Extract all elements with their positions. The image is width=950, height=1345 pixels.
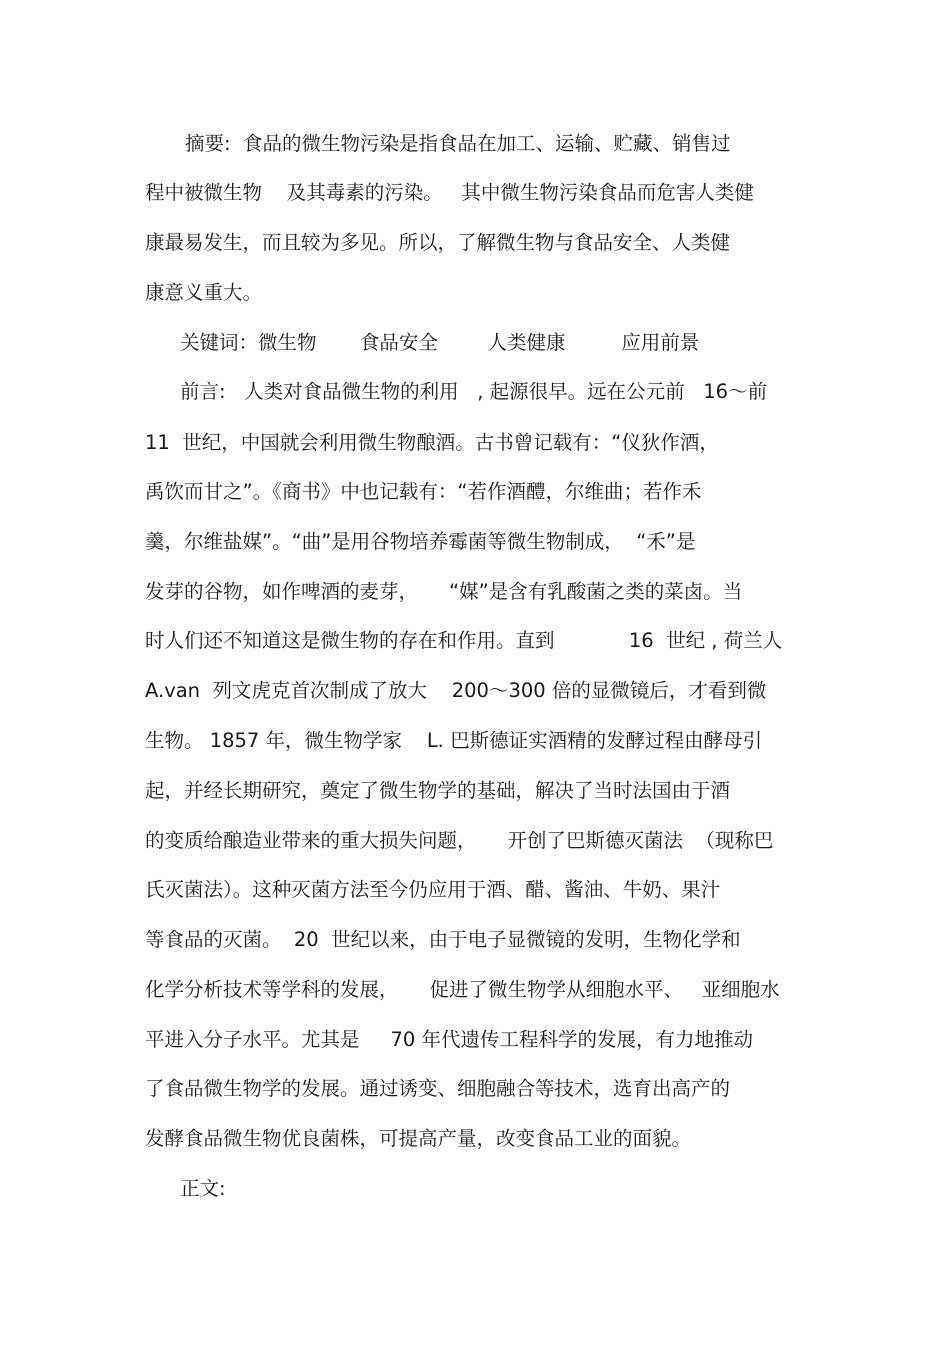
preface-line-12: 等食品的灭菌。 20 世纪以来，由于电子显微镜的发明，生物化学和 [145, 928, 741, 951]
preface-line-8: 生物。 1857 年，微生物学家 L. 巴斯德证实酒精的发酵过程由酵母引 [145, 729, 763, 752]
preface-line-4: 羹，尔维盐媒”。“曲”是用谷物培养霉菌等微生物制成， “禾”是 [145, 530, 696, 553]
preface-line-13: 化学分析技术等学科的发展， 促进了微生物学从细胞水平、 亚细胞水 [145, 978, 780, 1001]
preface-line-11: 氏灭菌法）。这种灭菌方法至今仍应用于酒、醋、酱油、牛奶、果汁 [145, 878, 721, 901]
keywords-line: 关键词：微生物 食品安全 人类健康 应用前景 [180, 331, 700, 354]
abstract-line-4: 康意义重大。 [145, 281, 263, 304]
preface-line-14: 平进入分子水平。尤其是 70 年代遗传工程科学的发展，有力地推动 [145, 1028, 754, 1051]
abstract-line-2: 程中被微生物 及其毒素的污染。 其中微生物污染食品而危害人类健 [145, 181, 754, 204]
abstract-line-3: 康最易发生，而且较为多见。所以，了解微生物与食品安全、人类健 [145, 231, 731, 254]
preface-line-5: 发芽的谷物，如作啤酒的麦芽， “媒”是含有乳酸菌之类的菜卤。当 [145, 580, 743, 603]
preface-line-9: 起，并经长期研究，奠定了微生物学的基础，解决了当时法国由于酒 [145, 779, 731, 802]
preface-line-15: 了食品微生物学的发展。通过诱变、细胞融合等技术，选育出高产的 [145, 1077, 731, 1100]
preface-line-2: 11 世纪，中国就会利用微生物酿酒。古书曾记载有：“仪狄作酒， [145, 431, 719, 454]
preface-line-7: A.van 列文虎克首次制成了放大 200～300 倍的显微镜后，才看到微 [145, 679, 767, 702]
preface-line-3: 禹饮而甘之”。《商书》中也记载有：“若作酒醴，尔维曲；若作禾 [145, 480, 702, 503]
preface-line-1: 前言: 人类对食品微生物的利用 , 起源很早。远在公元前 16～前 [180, 380, 768, 403]
abstract-line-1: 摘要: 食品的微生物污染是指食品在加工、运输、贮藏、销售过 [185, 132, 731, 155]
body-heading: 正文: [180, 1177, 226, 1200]
preface-line-10: 的变质给酿造业带来的重大损失问题， 开创了巴斯德灭菌法 （现称巴 [145, 829, 774, 852]
preface-line-16: 发酵食品微生物优良菌株，可提高产量，改变食品工业的面貌。 [145, 1127, 692, 1150]
preface-line-6: 时人们还不知道这是微生物的存在和作用。直到 16 世纪 , 荷兰人 [145, 629, 783, 652]
